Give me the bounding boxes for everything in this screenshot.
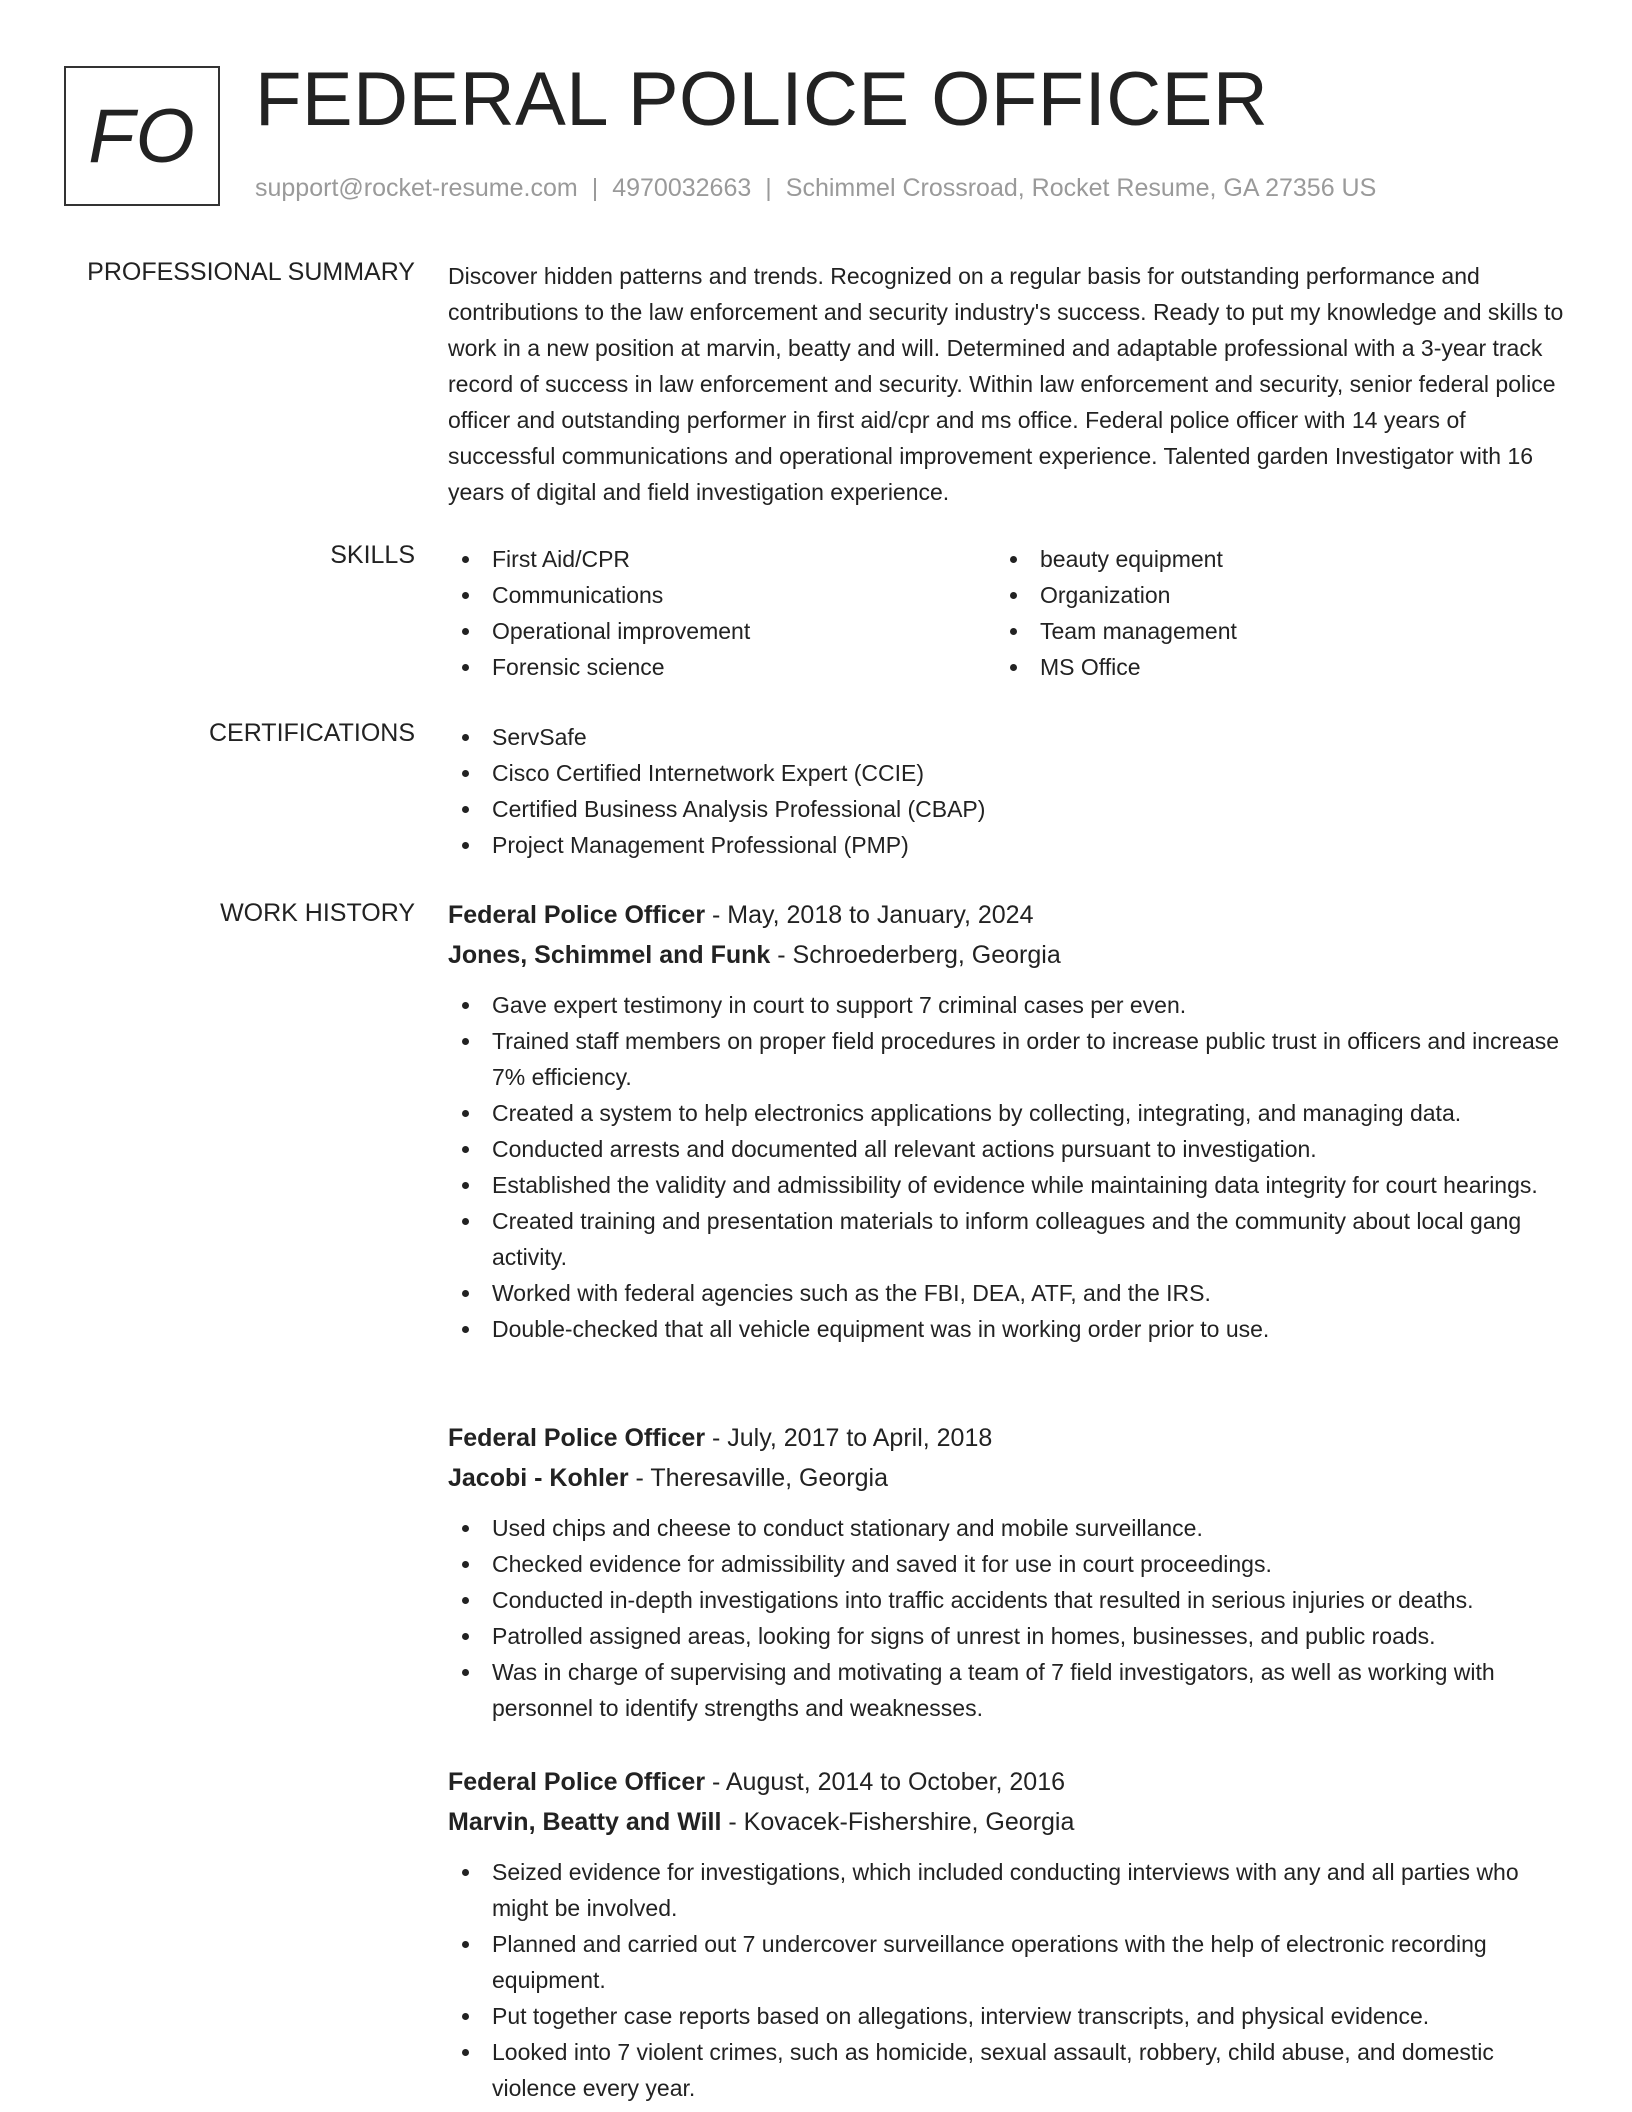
section-label-work-history: WORK HISTORY [220,899,415,927]
job-company: Jones, Schimmel and Funk [448,941,771,969]
skill-item: beauty equipment [996,541,1536,577]
contact-line [255,174,1376,203]
section-label-certifications: CERTIFICATIONS [208,719,415,747]
monogram-text: FO [88,93,196,179]
job-location: - Theresaville, Georgia [628,1464,888,1492]
job-title: Federal Police Officer [448,901,706,929]
job-bullet: Patrolled assigned areas, looking for signs of unrest in homes, businesses, and public roads. [448,1618,1568,1654]
contact-phone[interactable]: 4970032663 [612,174,752,202]
monogram-badge [64,66,220,206]
certification-item: Cisco Certified Internetwork Expert (CCIE) [448,755,1568,791]
job-bullet: Looked into 7 violent crimes, such as homicide, sexual assault, robbery, child abuse, and domestic violence every year. [448,2034,1568,2106]
job-bullet: Planned and carried out 7 undercover surveillance operations with the help of electronic recording equipment. [448,1926,1568,1998]
job-bullet: Checked evidence for admissibility and saved it for use in court proceedings. [448,1546,1568,1582]
job-bullet: Created a system to help electronics applications by collecting, integrating, and managing data. [448,1095,1568,1131]
summary-text: Discover hidden patterns and trends. Recognized on a regular basis for outstanding performance and contributions to the law enforcement and security industry's success. Ready to put my knowledge and skills to work in a new position at marvin, beatty and will. Determined and adaptable professional with a 3-year track record of success in law enforcement and security. Within law enforcement and security, senior federal police officer and outstanding performer in first aid/cpr and ms office. Federal police officer with 14 years of successful communications and operational improvement experience. Talented garden Investigator with 16 years of digital and field investigation experience. [448,263,1564,505]
job-company-line [448,1802,1568,1842]
job-dates: - May, 2018 to January, 2024 [705,901,1034,929]
job-dates: - July, 2017 to April, 2018 [705,1424,993,1452]
job-bullet: Gave expert testimony in court to support 7 criminal cases per even. [448,987,1568,1023]
job-bullet: Used chips and cheese to conduct stationary and mobile surveillance. [448,1510,1568,1546]
job-title: Federal Police Officer [448,1768,706,1796]
job-title: Federal Police Officer [448,1424,706,1452]
job-entry [448,1762,1568,2106]
job-bullet: Conducted in-depth investigations into traffic accidents that resulted in serious injuries or deaths. [448,1582,1568,1618]
certification-item: Certified Business Analysis Professional (CBAP) [448,791,1568,827]
skill-item: Operational improvement [448,613,988,649]
job-company-line [448,935,1568,975]
job-location: - Schroederberg, Georgia [770,941,1061,969]
job-bullet: Created training and presentation materials to inform colleagues and the community about local gang activity. [448,1203,1568,1275]
skill-item: MS Office [996,649,1536,685]
skills-column-right [996,541,1536,685]
resume-title: FEDERAL POLICE OFFICER [255,57,1269,142]
job-title-line [448,1418,1568,1458]
job-title-line [448,1762,1568,1802]
section-label-skills: SKILLS [330,541,415,569]
job-bullet: Was in charge of supervising and motivating a team of 7 field investigators, as well as working with personnel to identify strengths and weaknesses. [448,1654,1568,1726]
contact-separator: | [765,174,772,202]
job-dates: - August, 2014 to October, 2016 [705,1768,1066,1796]
section-label-summary: PROFESSIONAL SUMMARY [87,258,415,286]
job-entry [448,1418,1568,1726]
job-company-line [448,1458,1568,1498]
certification-item: ServSafe [448,719,1568,755]
job-bullet: Established the validity and admissibility of evidence while maintaining data integrity for court hearings. [448,1167,1568,1203]
job-location: - Kovacek-Fishershire, Georgia [721,1808,1075,1836]
job-bullet: Seized evidence for investigations, which included conducting interviews with any and all parties who might be involved. [448,1854,1568,1926]
skill-item: Forensic science [448,649,988,685]
job-bullet: Trained staff members on proper field procedures in order to increase public trust in officers and increase 7% efficiency. [448,1023,1568,1095]
skill-item: Team management [996,613,1536,649]
job-bullet: Conducted arrests and documented all relevant actions pursuant to investigation. [448,1131,1568,1167]
job-bullet: Put together case reports based on allegations, interview transcripts, and physical evidence. [448,1998,1568,2034]
job-bullet: Worked with federal agencies such as the FBI, DEA, ATF, and the IRS. [448,1275,1568,1311]
skill-item: First Aid/CPR [448,541,988,577]
certification-item: Project Management Professional (PMP) [448,827,1568,863]
contact-address: Schimmel Crossroad, Rocket Resume, GA 27356 US [785,174,1377,202]
job-bullet: Double-checked that all vehicle equipment was in working order prior to use. [448,1311,1568,1347]
skill-item: Organization [996,577,1536,613]
job-entry [448,895,1568,1347]
skill-item: Communications [448,577,988,613]
job-title-line [448,895,1568,935]
job-company: Jacobi - Kohler [448,1464,629,1492]
skills-column-left [448,541,988,685]
contact-separator: | [591,174,599,202]
job-company: Marvin, Beatty and Will [448,1808,722,1836]
certifications-list [448,719,1568,863]
contact-email[interactable]: support@rocket-resume.com [255,174,578,202]
